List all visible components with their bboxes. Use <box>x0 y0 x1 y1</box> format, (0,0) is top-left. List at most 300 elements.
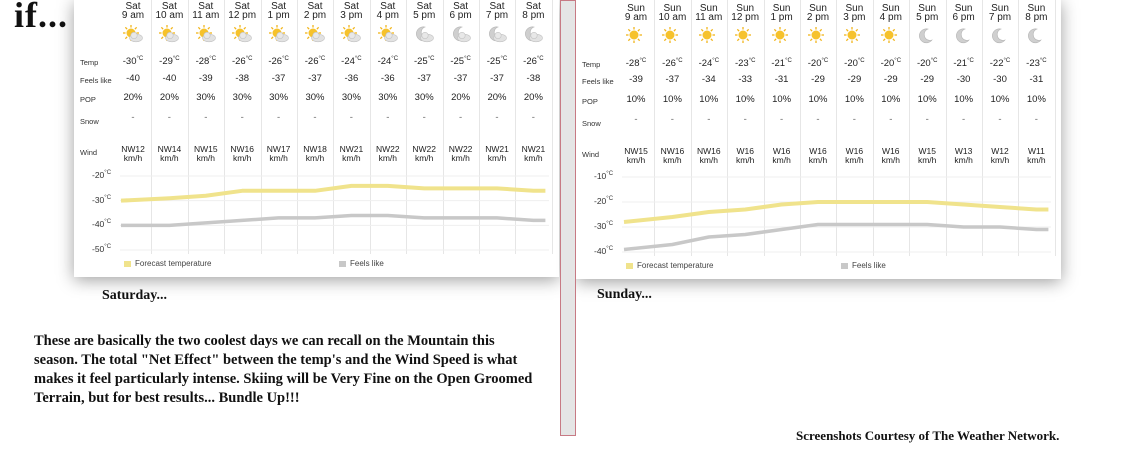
wind-unit: km/h <box>342 153 361 163</box>
wind-unit: km/h <box>451 153 470 163</box>
wind-direction-speed: W16 <box>809 146 827 156</box>
wind-unit: km/h <box>663 155 682 165</box>
snow-value: - <box>707 114 711 125</box>
pop-value: 20% <box>159 92 179 103</box>
feels-like-value: -37 <box>665 74 680 85</box>
column-day: Sat <box>489 1 505 12</box>
wind-value <box>838 147 870 165</box>
sun-icon <box>807 26 829 46</box>
temp-value: $-26^{^\circ C}$ <box>231 56 253 68</box>
snow-value: - <box>386 112 390 123</box>
degree-unit: °C <box>821 58 829 64</box>
snow-value: - <box>240 112 244 123</box>
feels-like-value: -37 <box>308 73 322 84</box>
degree-unit: °C <box>785 58 792 64</box>
row-label-snow: Snow <box>582 119 601 128</box>
wind-unit: km/h <box>414 153 434 163</box>
sun-cloud-icon <box>304 24 326 44</box>
snow-value: - <box>459 112 463 123</box>
temp-value: $-24^{^\circ C}$ <box>341 56 362 68</box>
snow-value: - <box>998 114 1002 125</box>
sun-cloud-icon <box>122 24 144 44</box>
column-day: Sun <box>991 3 1009 14</box>
snow-value: - <box>634 114 638 125</box>
sun-icon <box>880 26 902 46</box>
wind-value <box>911 147 943 165</box>
column-separator <box>764 0 765 256</box>
degree-unit: °C <box>606 171 614 178</box>
pop-value: 30% <box>269 92 289 103</box>
pop-value: 20% <box>523 92 543 103</box>
wind-unit: km/h <box>881 155 900 165</box>
feels-like-value: -37 <box>417 73 432 84</box>
column-time: 2 pm <box>303 10 327 21</box>
column-time: 5 pm <box>916 12 939 23</box>
wind-unit: km/h <box>232 153 252 163</box>
snow-value: - <box>743 114 747 125</box>
legend-swatch-forecast <box>124 261 131 267</box>
feels-like-value: -39 <box>629 74 643 85</box>
row-label-temp: Temp <box>582 60 601 69</box>
feels-like-value: -37 <box>453 73 468 84</box>
column-day: Sat <box>271 1 287 12</box>
degree-unit: °C <box>606 246 614 253</box>
temp-value: $-23^{^\circ C}$ <box>734 58 756 70</box>
wind-direction-speed: W16 <box>882 146 900 156</box>
snow-value: - <box>925 114 929 125</box>
column-day: Sat <box>307 1 323 12</box>
column-separator <box>515 0 516 254</box>
moon-cloud-icon <box>413 24 435 44</box>
temp-value: $-20^{^\circ C}$ <box>880 58 902 70</box>
wind-unit: km/h <box>378 153 397 163</box>
column-separator <box>297 0 298 254</box>
wind-value <box>517 145 549 163</box>
column-separator <box>727 0 728 256</box>
column-separator <box>1055 0 1056 256</box>
wind-direction-speed: NW17 <box>266 144 291 154</box>
column-time: 4 pm <box>376 10 399 21</box>
column-time: 8 pm <box>522 10 545 21</box>
column-separator <box>654 0 655 256</box>
column-separator <box>443 0 444 254</box>
wind-unit: km/h <box>917 155 937 165</box>
sun-icon <box>843 26 865 46</box>
page-heading: if... <box>14 0 68 35</box>
snow-value: - <box>780 114 784 125</box>
column-separator <box>151 0 152 254</box>
wind-direction-speed: W16 <box>736 146 754 156</box>
legend-forecast-temperature <box>626 261 713 270</box>
wind-direction-speed: W16 <box>772 146 791 156</box>
y-tick-label: $-50^{^\circ C}$ <box>92 244 112 254</box>
temp-value: $-24^{^\circ C}$ <box>698 58 720 70</box>
wind-direction-speed: NW22 <box>448 144 473 154</box>
column-separator <box>552 0 553 254</box>
temp-value: $-26^{^\circ C}$ <box>304 56 326 68</box>
legend-feels-like <box>841 261 886 270</box>
temp-value: $-28^{^\circ C}$ <box>625 58 647 70</box>
temp-value: $-21^{^\circ C}$ <box>771 58 792 70</box>
wind-unit: km/h <box>1027 155 1046 165</box>
wind-value <box>263 145 295 163</box>
pop-value: 10% <box>917 94 937 105</box>
column-day: Sun <box>699 3 718 14</box>
wind-value <box>693 147 725 165</box>
wind-value <box>875 147 907 165</box>
wind-unit: km/h <box>954 155 973 165</box>
column-time: 9 am <box>121 10 145 21</box>
feels-like-value: -29 <box>920 74 935 85</box>
degree-unit: °C <box>606 196 614 203</box>
column-day: Sun <box>918 3 937 14</box>
wind-value <box>190 145 222 163</box>
column-time: 5 pm <box>413 10 436 21</box>
pop-value: 10% <box>1026 94 1046 105</box>
sun-cloud-icon <box>268 24 290 44</box>
wind-unit: km/h <box>160 153 179 163</box>
wind-direction-speed: NW21 <box>485 144 509 154</box>
snow-value: - <box>1034 114 1038 125</box>
moon-cloud-icon <box>486 24 508 44</box>
feels-like-value: -36 <box>380 73 395 84</box>
row-label-feels-like: Feels like <box>582 77 614 86</box>
sun-icon <box>734 26 756 46</box>
feels-like-value: -39 <box>198 73 213 84</box>
column-time: 6 pm <box>449 10 472 21</box>
column-separator <box>691 0 692 256</box>
snow-value: - <box>422 112 426 123</box>
column-separator <box>982 0 983 256</box>
wind-value <box>766 147 798 165</box>
degree-unit: °C <box>857 58 865 64</box>
wind-value <box>802 147 834 165</box>
feels-like-value: -40 <box>126 73 140 84</box>
snow-value: - <box>131 112 135 123</box>
saturday-forecast-panel <box>74 0 559 277</box>
wind-unit: km/h <box>487 153 507 163</box>
column-time: 10 am <box>658 12 687 23</box>
wind-value <box>481 145 513 163</box>
degree-unit: °C <box>606 221 614 228</box>
divider-bar <box>560 0 576 436</box>
column-day: Sun <box>736 3 755 14</box>
temp-value: $-20^{^\circ C}$ <box>807 58 829 70</box>
sun-cloud-icon <box>195 24 217 44</box>
degree-unit: °C <box>104 219 112 226</box>
wind-value <box>1020 147 1052 165</box>
feels-like-value: -29 <box>847 74 862 85</box>
column-day: Sat <box>343 1 359 12</box>
wind-value <box>408 145 440 163</box>
temp-value: $-21^{^\circ C}$ <box>953 58 974 70</box>
snow-value: - <box>852 114 856 125</box>
column-day: Sun <box>881 3 900 14</box>
feels-like-value: -38 <box>235 73 250 84</box>
wind-direction-speed: NW16 <box>696 146 721 156</box>
feels-like-value: -29 <box>883 74 898 85</box>
degree-unit: °C <box>894 58 902 64</box>
y-tick-label: $-10^{^\circ C}$ <box>594 171 614 181</box>
degree-unit: °C <box>639 58 647 64</box>
wind-direction-speed: NW21 <box>521 144 546 154</box>
column-day: Sun <box>845 3 864 14</box>
wind-unit: km/h <box>845 155 864 165</box>
wind-unit: km/h <box>772 155 791 165</box>
temp-value: $-25^{^\circ C}$ <box>450 56 471 68</box>
degree-unit: °C <box>104 244 112 251</box>
moon-icon <box>953 26 975 46</box>
pop-value: 30% <box>341 92 361 103</box>
wind-value <box>226 145 258 163</box>
temp-value: $-25^{^\circ C}$ <box>413 56 435 68</box>
y-tick-label: $-30^{^\circ C}$ <box>594 221 614 231</box>
moon-icon <box>989 26 1011 46</box>
degree-unit: °C <box>104 170 112 177</box>
column-day: Sun <box>772 3 791 14</box>
wind-value <box>372 145 404 163</box>
degree-unit: °C <box>464 56 471 62</box>
pop-value: 30% <box>414 92 434 103</box>
column-separator <box>370 0 371 254</box>
moon-icon <box>1025 26 1047 46</box>
wind-direction-speed: NW16 <box>660 146 685 156</box>
snow-value: - <box>962 114 966 125</box>
wind-unit: km/h <box>808 155 828 165</box>
column-day: Sun <box>1027 3 1046 14</box>
legend-swatch-forecast <box>626 263 633 269</box>
pop-value: 10% <box>881 94 901 105</box>
pop-value: 10% <box>735 94 755 105</box>
feels-like-value: -36 <box>344 73 359 84</box>
snow-value: - <box>531 112 535 123</box>
wind-direction-speed: NW12 <box>121 144 145 154</box>
column-day: Sat <box>525 1 541 12</box>
column-separator <box>333 0 334 254</box>
wind-unit: km/h <box>699 155 718 165</box>
sun-cloud-icon <box>231 24 253 44</box>
saturday-caption: Saturday... <box>102 288 167 303</box>
pop-value: 30% <box>305 92 325 103</box>
sun-icon <box>771 26 793 46</box>
row-label-snow: Snow <box>80 117 99 126</box>
pop-value: 20% <box>451 92 471 103</box>
wind-direction-speed: NW14 <box>157 144 182 154</box>
wind-value <box>299 145 331 163</box>
wind-value <box>656 147 688 165</box>
wind-unit: km/h <box>123 153 143 163</box>
column-day: Sun <box>954 3 973 14</box>
wind-direction-speed: NW22 <box>412 144 436 154</box>
degree-unit: °C <box>427 56 435 62</box>
sun-icon <box>698 26 720 46</box>
wind-unit: km/h <box>524 153 543 163</box>
sun-cloud-icon <box>377 24 399 44</box>
temp-value: $-24^{^\circ C}$ <box>377 56 399 68</box>
pop-value: 10% <box>808 94 828 105</box>
pop-value: 20% <box>123 92 143 103</box>
wind-direction-speed: NW15 <box>193 144 218 154</box>
column-day: Sat <box>416 1 432 12</box>
sun-cloud-icon <box>158 24 180 44</box>
column-time: 1 pm <box>770 12 793 23</box>
temp-value: $-26^{^\circ C}$ <box>523 56 544 68</box>
column-day: Sat <box>234 1 250 12</box>
degree-unit: °C <box>967 58 974 64</box>
feels-like-value: -40 <box>162 73 177 84</box>
degree-unit: °C <box>536 56 544 62</box>
snow-value: - <box>313 112 317 123</box>
legend-label-forecast: Forecast temperature <box>637 261 714 270</box>
y-tick-label: $-40^{^\circ C}$ <box>92 219 112 230</box>
legend-swatch-feels <box>841 263 848 269</box>
snow-value: - <box>495 112 499 123</box>
column-day: Sat <box>161 1 177 12</box>
feels-like-value: -37 <box>271 73 286 84</box>
wind-unit: km/h <box>735 155 755 165</box>
wind-unit: km/h <box>626 155 646 165</box>
sun-icon <box>625 26 647 46</box>
row-label-feels-like: Feels like <box>80 76 112 85</box>
feels-like-value: -33 <box>738 74 753 85</box>
wind-direction-speed: NW21 <box>339 144 364 154</box>
wind-value <box>335 145 367 163</box>
wind-direction-speed: W16 <box>845 146 864 156</box>
moon-cloud-icon <box>522 24 544 44</box>
feels-like-value: -31 <box>774 74 789 85</box>
wind-direction-speed: NW16 <box>230 144 254 154</box>
wind-direction-speed: NW18 <box>303 144 327 154</box>
degree-unit: °C <box>318 56 326 62</box>
column-separator <box>836 0 837 256</box>
sunday-caption: Sunday... <box>597 287 652 302</box>
degree-unit: °C <box>172 56 180 62</box>
temp-value: $-20^{^\circ C}$ <box>844 58 865 70</box>
snow-value: - <box>204 112 208 123</box>
wind-direction-speed: NW15 <box>624 146 648 156</box>
wind-value <box>620 147 652 165</box>
source-credit: Screenshots Courtesy of The Weather Network. <box>796 428 1060 443</box>
degree-unit: °C <box>500 56 508 62</box>
pop-value: 10% <box>772 94 792 105</box>
column-time: 3 pm <box>340 10 363 21</box>
column-day: Sun <box>627 3 645 14</box>
column-time: 12 pm <box>731 12 760 23</box>
wind-direction-speed: W13 <box>954 146 973 156</box>
feels-like-value: -30 <box>993 74 1007 85</box>
degree-unit: °C <box>104 194 112 201</box>
pop-value: 10% <box>662 94 682 105</box>
column-day: Sat <box>198 1 214 12</box>
wind-value <box>445 145 477 163</box>
pop-value: 30% <box>196 92 216 103</box>
legend-label-feels: Feels like <box>852 261 886 270</box>
column-separator <box>406 0 407 254</box>
wind-unit: km/h <box>990 155 1010 165</box>
column-time: 11 am <box>695 12 723 23</box>
commentary-note: These are basically the two coolest days we can recall on the Mountain this season. The total "Net Effect" between the temp's and the Wind Speed is what makes it feel particularly intense. Skiing will be Very Fine on the Open Groomed Terrain, but for best results... Bundle Up!!! <box>34 333 533 406</box>
y-tick-label: $-30^{^\circ C}$ <box>92 194 112 205</box>
pop-value: 30% <box>232 92 252 103</box>
pop-value: 10% <box>699 94 719 105</box>
legend-feels-like <box>339 259 384 268</box>
feels-like-value: -30 <box>956 74 971 85</box>
snow-value: - <box>277 112 281 123</box>
temp-value: $-29^{^\circ C}$ <box>159 56 180 68</box>
feels-like-value: -29 <box>811 74 825 85</box>
wind-unit: km/h <box>196 153 215 163</box>
degree-unit: °C <box>1039 58 1047 64</box>
degree-unit: °C <box>136 56 144 62</box>
legend-forecast-temperature <box>124 259 211 268</box>
sun-icon <box>661 26 683 46</box>
temp-value: $-26^{^\circ C}$ <box>268 56 289 68</box>
temp-value: $-28^{^\circ C}$ <box>195 56 217 68</box>
legend-label-forecast: Forecast temperature <box>135 259 212 268</box>
pop-value: 10% <box>990 94 1010 105</box>
moon-icon <box>916 26 938 46</box>
degree-unit: °C <box>1003 58 1011 64</box>
column-time: 9 am <box>624 12 648 23</box>
moon-cloud-icon <box>450 24 472 44</box>
pop-value: 10% <box>844 94 864 105</box>
column-day: Sat <box>380 1 396 12</box>
y-tick-label: $-40^{^\circ C}$ <box>594 246 614 256</box>
snow-value: - <box>816 114 820 125</box>
degree-unit: °C <box>245 56 253 62</box>
column-separator <box>224 0 225 254</box>
wind-value <box>948 147 980 165</box>
column-day: Sat <box>453 1 469 12</box>
wind-value <box>117 145 149 163</box>
column-time: 4 pm <box>879 12 902 23</box>
wind-value <box>984 147 1016 165</box>
temp-value: $-30^{^\circ C}$ <box>122 56 144 68</box>
row-label-temp: Temp <box>80 58 99 67</box>
degree-unit: °C <box>675 58 683 64</box>
column-separator <box>946 0 947 256</box>
wind-value <box>153 145 185 163</box>
snow-value: - <box>889 114 893 125</box>
column-separator <box>1018 0 1019 256</box>
column-time: 1 pm <box>267 10 290 21</box>
column-separator <box>479 0 480 254</box>
temp-value: $-25^{^\circ C}$ <box>486 56 508 68</box>
wind-direction-speed: W15 <box>918 146 936 156</box>
feels-like-value: -37 <box>490 73 504 84</box>
column-time: 8 pm <box>1025 12 1048 23</box>
row-label-pop: POP <box>80 95 96 104</box>
column-separator <box>188 0 189 254</box>
temp-value: $-23^{^\circ C}$ <box>1026 58 1047 70</box>
row-label-wind: Wind <box>582 150 600 159</box>
column-time: 6 pm <box>952 12 975 23</box>
feels-like-value: -34 <box>701 74 716 85</box>
wind-value <box>729 147 761 165</box>
pop-value: 10% <box>626 94 646 105</box>
degree-unit: °C <box>391 56 399 62</box>
column-time: 7 pm <box>988 12 1012 23</box>
pop-value: 20% <box>487 92 507 103</box>
feels-like-value: -38 <box>526 73 541 84</box>
wind-direction-speed: W11 <box>1027 146 1045 156</box>
snow-value: - <box>167 112 171 123</box>
wind-direction-speed: W12 <box>991 146 1009 156</box>
wind-unit: km/h <box>305 153 325 163</box>
y-tick-label: $-20^{^\circ C}$ <box>92 170 112 180</box>
column-separator <box>261 0 262 254</box>
wind-direction-speed: NW22 <box>375 144 400 154</box>
